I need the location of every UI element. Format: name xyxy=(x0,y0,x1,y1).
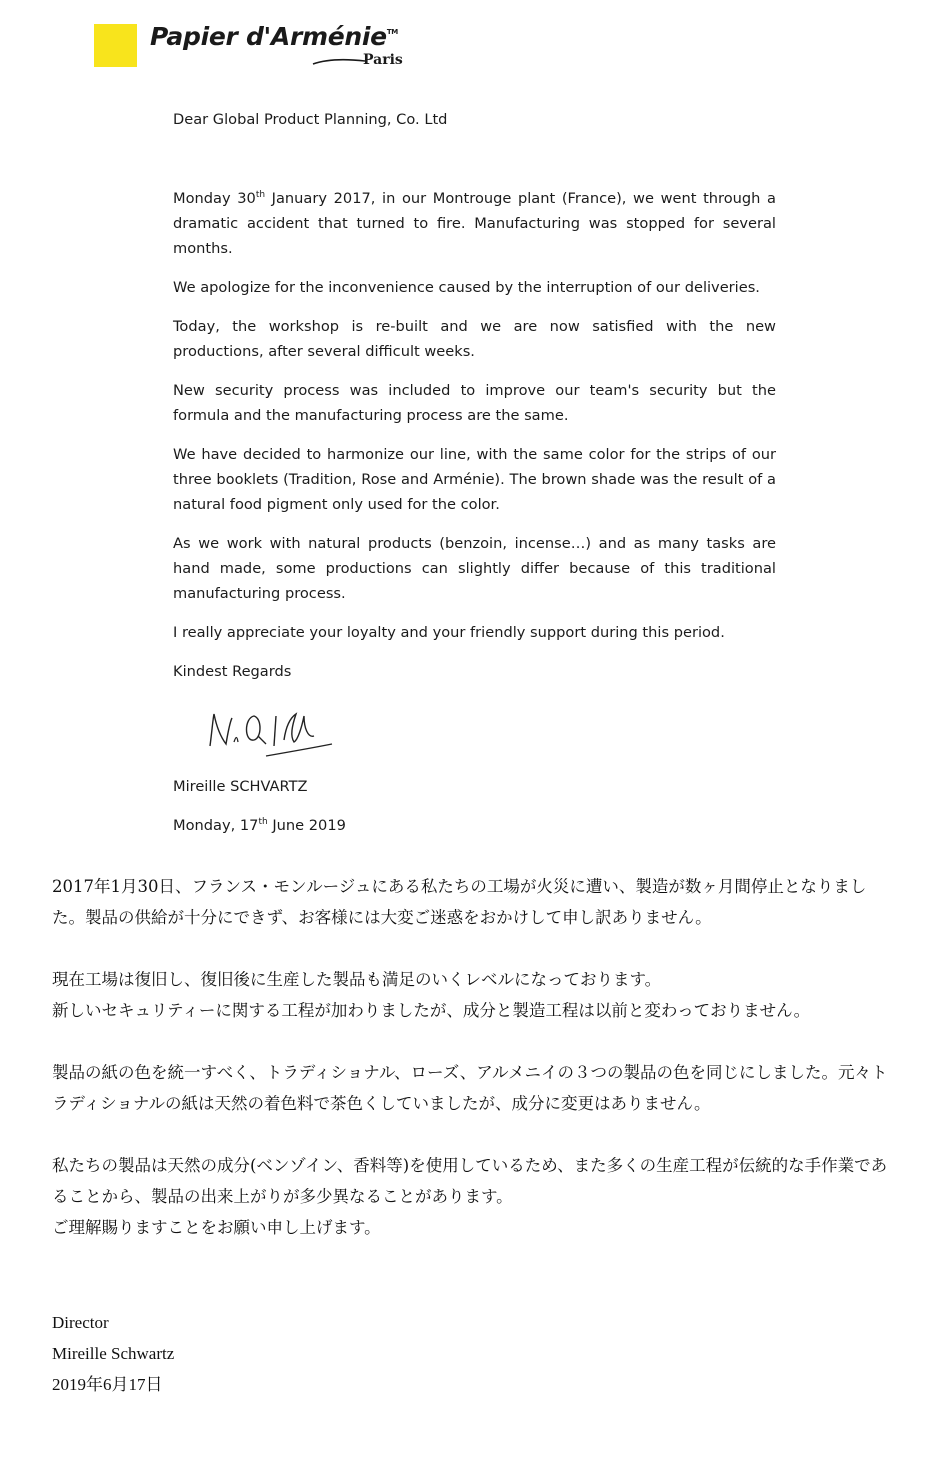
jp-paragraph-natural: 私たちの製品は天然の成分(ベンゾイン、香料等)を使用しているため、また多くの生産工程が伝統的な手作業であることから、製品の出来上がりが多少異なることがあります。 xyxy=(52,1156,888,1206)
paragraph-rebuilt: Today, the workshop is re-built and we are now satisfied with the new productions, after several difficult weeks. xyxy=(173,318,776,360)
footer-title: Director xyxy=(52,1313,109,1332)
paragraph-security: New security process was included to improve our team's security but the formula and the manufacturing process are the same. xyxy=(173,382,776,424)
logo-swash-icon xyxy=(312,58,366,66)
brand-logo-text: Papier d'Arménie™ xyxy=(150,22,398,51)
footer-date: 2019年6月17日 xyxy=(52,1375,163,1394)
jp-paragraph-recovery: 現在工場は復旧し、復旧後に生産した製品も満足のいくレベルになっております。 xyxy=(52,970,662,989)
jp-paragraph-security: 新しいセキュリティーに関する工程が加わりましたが、成分と製造工程は以前と変わっておりません。 xyxy=(52,1001,811,1020)
footer-name: Mireille Schwartz xyxy=(52,1344,175,1363)
japanese-translation xyxy=(52,871,898,1243)
jp-paragraph-color: 製品の紙の色を統一すべく、トラディショナル、ローズ、アルメニイの３つの製品の色を同じにしました。元々トラディショナルの紙は天然の着色料で茶色くしていましたが、成分に変更はありません。 xyxy=(52,1063,888,1113)
logo-yellow-square xyxy=(94,24,137,67)
closing: Kindest Regards xyxy=(173,663,292,680)
signer-name: Mireille SCHVARTZ xyxy=(173,778,308,795)
paragraph-apology: We apologize for the inconvenience caused by the interruption of our deliveries. xyxy=(173,279,760,296)
jp-paragraph-fire: 2017年1月30日、フランス・モンルージュにある私たちの工場が火災に遭い、製造が数ヶ月間停止となりました。製品の供給が十分にできず、お客様には大変ご迷惑をおかけして申し訳ありません。 xyxy=(52,877,867,927)
paragraph-appreciation: I really appreciate your loyalty and your friendly support during this period. xyxy=(173,624,725,641)
brand-city: Paris xyxy=(363,52,403,68)
paragraph-harmonize: We have decided to harmonize our line, with the same color for the strips of our three booklets (Tradition, Rose and Arménie). The brown shade was the result of a natural food pigment only used for the color. xyxy=(173,446,776,513)
footer-signature-block xyxy=(52,1307,174,1400)
jp-paragraph-request: ご理解賜りますことをお願い申し上げます。 xyxy=(52,1218,381,1237)
paragraph-natural-products: As we work with natural products (benzoin, incense…) and as many tasks are hand made, some productions can slightly differ because of this traditional manufacturing process. xyxy=(173,535,776,602)
salutation: Dear Global Product Planning, Co. Ltd xyxy=(173,111,448,128)
handwritten-signature-icon xyxy=(204,696,336,760)
english-letter-body xyxy=(173,107,776,684)
paragraph-fire-accident: Monday 30th January 2017, in our Montrouge plant (France), we went through a dramatic accident that turned to fire. Manufacturing was stopped for several months. xyxy=(173,190,776,257)
letter-date: Monday, 17th June 2019 xyxy=(173,817,346,834)
